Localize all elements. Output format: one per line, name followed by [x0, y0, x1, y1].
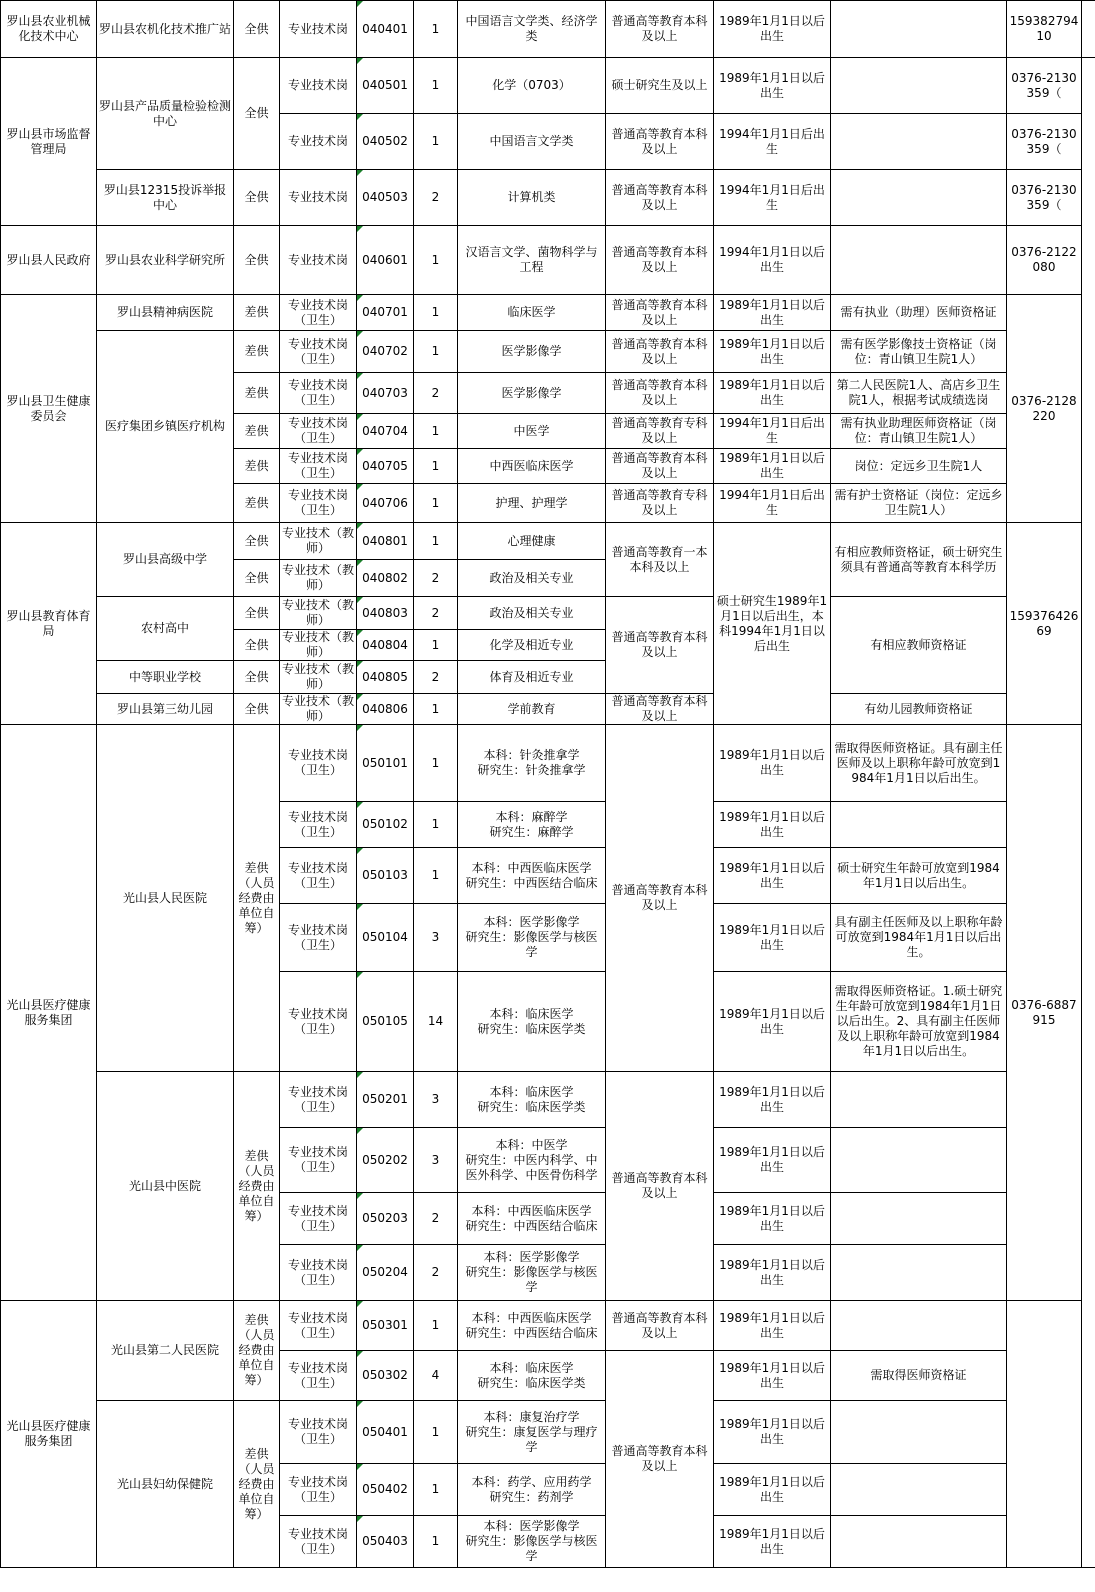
position-code-cell: 050403	[357, 1516, 414, 1568]
other-requirements-cell	[831, 1, 1007, 58]
age-cell: 1989年1月1日以后出生	[714, 802, 831, 848]
position-cell: 专业技术岗（卫生）	[280, 1072, 357, 1128]
employer-cell: 罗山县卫生健康委员会	[1, 295, 97, 523]
major-cell: 临床医学	[458, 295, 606, 331]
education-cell: 普通高等教育专科及以上	[606, 484, 714, 523]
table-row	[1, 1301, 1095, 1351]
other-requirements-cell: 有相应教师资格证	[831, 597, 1007, 694]
other-requirements-cell: 有相应教师资格证，硕士研究生须具有普通高等教育本科学历	[831, 523, 1007, 597]
age-cell: 1989年1月1日以后出生	[714, 1245, 831, 1301]
unit-cell: 中等职业学校	[97, 661, 234, 694]
major-cell: 本科：药学、应用药学 研究生：药剂学	[458, 1464, 606, 1516]
contact-phone-cell: 0376-6887915	[1007, 725, 1082, 1301]
position-code-cell: 040704	[357, 414, 414, 449]
headcount-cell: 1	[414, 1516, 458, 1568]
headcount-cell: 1	[414, 226, 458, 295]
age-cell: 1989年1月1日以后出生	[714, 58, 831, 114]
age-cell: 1989年1月1日以后出生	[714, 1401, 831, 1464]
other-requirements-cell: 需有护士资格证（岗位：定远乡卫生院1人）	[831, 484, 1007, 523]
unit-cell: 农村高中	[97, 597, 234, 661]
age-cell: 1994年1月1日后出生	[714, 484, 831, 523]
funding-cell: 差供	[234, 331, 280, 373]
table-row	[1, 58, 1095, 114]
other-requirements-cell	[831, 1193, 1007, 1245]
position-cell: 专业技术岗	[280, 58, 357, 114]
position-code-cell: 050101	[357, 725, 414, 802]
unit-cell: 罗山县高级中学	[97, 523, 234, 597]
position-code-cell: 050401	[357, 1401, 414, 1464]
age-cell: 1989年1月1日以后出生	[714, 972, 831, 1072]
major-cell: 本科：中西医临床医学 研究生：中西医结合临床	[458, 848, 606, 904]
position-code-cell: 040706	[357, 484, 414, 523]
position-cell: 专业技术（教师）	[280, 523, 357, 560]
headcount-cell: 1	[414, 1401, 458, 1464]
headcount-cell: 1	[414, 414, 458, 449]
age-cell: 1989年1月1日以后出生	[714, 904, 831, 972]
age-cell: 1989年1月1日以后出生	[714, 1301, 831, 1351]
funding-cell: 全供	[234, 226, 280, 295]
position-code-cell: 040805	[357, 661, 414, 694]
position-code-cell: 050402	[357, 1464, 414, 1516]
table-row	[1, 170, 1095, 226]
major-cell: 政治及相关专业	[458, 597, 606, 630]
age-cell: 1989年1月1日以后出生	[714, 1464, 831, 1516]
other-requirements-cell: 需取得医师资格证	[831, 1351, 1007, 1401]
major-cell: 医学影像学	[458, 373, 606, 414]
age-cell: 1989年1月1日以后出生	[714, 1072, 831, 1128]
employer-cell: 罗山县农业机械化技术中心	[1, 1, 97, 58]
table-row	[1, 295, 1095, 331]
position-cell: 专业技术岗（卫生）	[280, 848, 357, 904]
education-cell: 普通高等教育本科及以上	[606, 725, 714, 1072]
major-cell: 本科：中西医临床医学 研究生：中西医结合临床	[458, 1301, 606, 1351]
position-cell: 专业技术岗（卫生）	[280, 373, 357, 414]
other-requirements-cell	[831, 1301, 1007, 1351]
headcount-cell: 1	[414, 58, 458, 114]
headcount-cell: 3	[414, 1128, 458, 1193]
age-cell: 1989年1月1日以后出生	[714, 1, 831, 58]
headcount-cell: 1	[414, 802, 458, 848]
other-requirements-cell	[831, 1464, 1007, 1516]
other-requirements-cell	[831, 802, 1007, 848]
position-code-cell: 040801	[357, 523, 414, 560]
major-cell: 本科：临床医学 研究生：临床医学类	[458, 1351, 606, 1401]
other-requirements-cell: 第二人民医院1人、高店乡卫生院1人，根据考试成绩选岗	[831, 373, 1007, 414]
age-cell: 1994年1月1日后出生	[714, 414, 831, 449]
major-cell: 本科：临床医学 研究生：临床医学类	[458, 1072, 606, 1128]
unit-cell: 医疗集团乡镇医疗机构	[97, 331, 234, 523]
age-cell: 1989年1月1日以后出生	[714, 373, 831, 414]
employer-cell: 罗山县市场监督管理局	[1, 58, 97, 226]
position-cell: 专业技术岗（卫生）	[280, 1464, 357, 1516]
major-cell: 本科：康复治疗学 研究生：康复医学与理疗学	[458, 1401, 606, 1464]
position-code-cell: 050102	[357, 802, 414, 848]
table-row	[1, 523, 1095, 560]
other-requirements-cell: 硕士研究生年龄可放宽到1984年1月1日以后出生。	[831, 848, 1007, 904]
major-cell: 本科：医学影像学 研究生：影像医学与核医学	[458, 904, 606, 972]
education-cell: 普通高等教育本科及以上	[606, 114, 714, 170]
major-cell: 本科：临床医学 研究生：临床医学类	[458, 972, 606, 1072]
funding-cell: 全供	[234, 694, 280, 725]
age-cell: 1989年1月1日以后出生	[714, 1193, 831, 1245]
funding-cell: 差供	[234, 414, 280, 449]
unit-cell: 罗山县精神病医院	[97, 295, 234, 331]
other-requirements-cell	[831, 1516, 1007, 1568]
age-cell: 1989年1月1日以后出生	[714, 331, 831, 373]
position-cell: 专业技术岗（卫生）	[280, 1193, 357, 1245]
major-cell: 中医学	[458, 414, 606, 449]
age-cell: 硕士研究生1989年1月1日以后出生，本科1994年1月1日以后出生	[714, 523, 831, 725]
position-code-cell: 040803	[357, 597, 414, 630]
education-cell: 普通高等教育本科及以上	[606, 1301, 714, 1351]
major-cell: 本科：医学影像学 研究生：影像医学与核医学	[458, 1245, 606, 1301]
position-cell: 专业技术（教师）	[280, 661, 357, 694]
funding-cell: 差供（人员经费由单位自筹）	[234, 1301, 280, 1401]
table-row	[1, 597, 1095, 630]
table-row	[1, 694, 1095, 725]
headcount-cell: 1	[414, 1464, 458, 1516]
funding-cell: 全供	[234, 170, 280, 226]
position-cell: 专业技术岗（卫生）	[280, 331, 357, 373]
funding-cell: 差供（人员经费由单位自筹）	[234, 1401, 280, 1568]
table-row	[1, 1072, 1095, 1128]
position-cell: 专业技术（教师）	[280, 694, 357, 725]
major-cell: 政治及相关专业	[458, 560, 606, 597]
other-requirements-cell	[831, 1072, 1007, 1128]
other-requirements-cell: 岗位：定远乡卫生院1人	[831, 449, 1007, 484]
funding-cell: 全供	[234, 661, 280, 694]
position-code-cell: 040503	[357, 170, 414, 226]
headcount-cell: 1	[414, 484, 458, 523]
major-cell: 本科：中医学 研究生：中医内科学、中医外科学、中医骨伤科学	[458, 1128, 606, 1193]
position-cell: 专业技术岗（卫生）	[280, 904, 357, 972]
position-cell: 专业技术岗（卫生）	[280, 449, 357, 484]
contact-phone-cell: 0376-2128220	[1007, 295, 1082, 523]
other-requirements-cell: 具有副主任医师及以上职称年龄可放宽到1984年1月1日以后出生。	[831, 904, 1007, 972]
major-cell: 中国语言文学类	[458, 114, 606, 170]
contact-phone-cell: 0376-2130359（	[1007, 58, 1082, 114]
position-code-cell: 040703	[357, 373, 414, 414]
position-code-cell: 040401	[357, 1, 414, 58]
position-code-cell: 040705	[357, 449, 414, 484]
unit-cell: 光山县中医院	[97, 1072, 234, 1301]
position-cell: 专业技术岗（卫生）	[280, 1128, 357, 1193]
headcount-cell: 1	[414, 114, 458, 170]
position-cell: 专业技术岗（卫生）	[280, 1245, 357, 1301]
position-cell: 专业技术（教师）	[280, 560, 357, 597]
funding-cell: 差供	[234, 484, 280, 523]
unit-cell: 罗山县第三幼儿园	[97, 694, 234, 725]
education-cell: 普通高等教育本科及以上	[606, 449, 714, 484]
position-cell: 专业技术岗（卫生）	[280, 1301, 357, 1351]
position-cell: 专业技术岗	[280, 114, 357, 170]
major-cell: 本科：麻醉学 研究生：麻醉学	[458, 802, 606, 848]
funding-cell: 全供	[234, 597, 280, 630]
headcount-cell: 4	[414, 1351, 458, 1401]
age-cell: 1989年1月1日以后出生	[714, 1128, 831, 1193]
major-cell: 计算机类	[458, 170, 606, 226]
headcount-cell: 1	[414, 449, 458, 484]
unit-cell: 罗山县农机化技术推广站	[97, 1, 234, 58]
edge-cell	[1082, 1, 1095, 58]
unit-cell: 罗山县12315投诉举报中心	[97, 170, 234, 226]
edge-cell	[1082, 58, 1095, 1568]
education-cell: 普通高等教育本科及以上	[606, 1, 714, 58]
position-code-cell: 050301	[357, 1301, 414, 1351]
major-cell: 护理、护理学	[458, 484, 606, 523]
position-cell: 专业技术岗（卫生）	[280, 1516, 357, 1568]
major-cell: 中西医临床医学	[458, 449, 606, 484]
age-cell: 1994年1月1日后出生	[714, 114, 831, 170]
major-cell: 本科：中西医临床医学 研究生：中西医结合临床	[458, 1193, 606, 1245]
headcount-cell: 14	[414, 972, 458, 1072]
position-code-cell: 050104	[357, 904, 414, 972]
headcount-cell: 2	[414, 1193, 458, 1245]
age-cell: 1994年1月1日后出生	[714, 170, 831, 226]
position-code-cell: 040501	[357, 58, 414, 114]
funding-cell: 全供	[234, 630, 280, 661]
unit-cell: 光山县人民医院	[97, 725, 234, 1072]
other-requirements-cell: 需有执业（助理）医师资格证	[831, 295, 1007, 331]
education-cell: 普通高等教育本科及以上	[606, 694, 714, 725]
major-cell: 体育及相近专业	[458, 661, 606, 694]
major-cell: 本科：针灸推拿学 研究生：针灸推拿学	[458, 725, 606, 802]
education-cell: 普通高等教育本科及以上	[606, 331, 714, 373]
position-cell: 专业技术岗（卫生）	[280, 972, 357, 1072]
funding-cell: 全供	[234, 560, 280, 597]
other-requirements-cell	[831, 114, 1007, 170]
other-requirements-cell	[831, 58, 1007, 114]
major-cell: 化学及相近专业	[458, 630, 606, 661]
unit-cell: 罗山县产品质量检验检测中心	[97, 58, 234, 170]
position-code-cell: 040804	[357, 630, 414, 661]
age-cell: 1989年1月1日以后出生	[714, 848, 831, 904]
education-cell: 普通高等教育本科及以上	[606, 1351, 714, 1568]
age-cell: 1989年1月1日以后出生	[714, 449, 831, 484]
major-cell: 学前教育	[458, 694, 606, 725]
major-cell: 本科：医学影像学 研究生：影像医学与核医学	[458, 1516, 606, 1568]
other-requirements-cell	[831, 170, 1007, 226]
position-cell: 专业技术（教师）	[280, 597, 357, 630]
headcount-cell: 2	[414, 597, 458, 630]
other-requirements-cell: 需取得医师资格证。1.硕士研究生年龄可放宽到1984年1月1日以后出生。2、具有副主任医师及以上职称年龄可放宽到1984年1月1日以后出生。	[831, 972, 1007, 1072]
other-requirements-cell	[831, 226, 1007, 295]
other-requirements-cell: 需有执业助理医师资格证（岗位：青山镇卫生院1人）	[831, 414, 1007, 449]
position-code-cell: 040702	[357, 331, 414, 373]
major-cell: 化学（0703）	[458, 58, 606, 114]
funding-cell: 全供	[234, 58, 280, 170]
age-cell: 1994年1月1日以后出生	[714, 226, 831, 295]
funding-cell: 差供（人员经费由单位自筹）	[234, 725, 280, 1072]
major-cell: 汉语言文学、菌物科学与工程	[458, 226, 606, 295]
other-requirements-cell: 有幼儿园教师资格证	[831, 694, 1007, 725]
table-row	[1, 725, 1095, 802]
other-requirements-cell: 需取得医师资格证。具有副主任医师及以上职称年龄可放宽到1984年1月1日以后出生。	[831, 725, 1007, 802]
position-code-cell: 050103	[357, 848, 414, 904]
age-cell: 1989年1月1日以后出生	[714, 1351, 831, 1401]
education-cell: 普通高等教育本科及以上	[606, 1072, 714, 1301]
position-cell: 专业技术岗（卫生）	[280, 484, 357, 523]
headcount-cell: 1	[414, 725, 458, 802]
major-cell: 心理健康	[458, 523, 606, 560]
funding-cell: 全供	[234, 1, 280, 58]
position-cell: 专业技术岗	[280, 226, 357, 295]
headcount-cell: 1	[414, 630, 458, 661]
position-code-cell: 050203	[357, 1193, 414, 1245]
contact-phone-cell: 15937642669	[1007, 523, 1082, 725]
headcount-cell: 1	[414, 1, 458, 58]
position-code-cell: 050302	[357, 1351, 414, 1401]
other-requirements-cell: 需有医学影像技士资格证（岗位：青山镇卫生院1人）	[831, 331, 1007, 373]
position-code-cell: 040802	[357, 560, 414, 597]
unit-cell: 光山县妇幼保健院	[97, 1401, 234, 1568]
headcount-cell: 1	[414, 523, 458, 560]
position-code-cell: 050202	[357, 1128, 414, 1193]
headcount-cell: 1	[414, 848, 458, 904]
contact-phone-cell: 0376-2122080	[1007, 226, 1082, 295]
unit-cell: 光山县第二人民医院	[97, 1301, 234, 1401]
position-code-cell: 050204	[357, 1245, 414, 1301]
headcount-cell: 1	[414, 295, 458, 331]
position-code-cell: 050201	[357, 1072, 414, 1128]
education-cell: 普通高等教育本科及以上	[606, 373, 714, 414]
age-cell: 1989年1月1日以后出生	[714, 295, 831, 331]
table-row	[1, 1, 1095, 58]
headcount-cell: 2	[414, 661, 458, 694]
age-cell: 1989年1月1日以后出生	[714, 725, 831, 802]
education-cell: 硕士研究生及以上	[606, 58, 714, 114]
position-code-cell: 040502	[357, 114, 414, 170]
headcount-cell: 2	[414, 170, 458, 226]
employer-cell: 罗山县教育体育局	[1, 523, 97, 725]
education-cell: 普通高等教育本科及以上	[606, 226, 714, 295]
education-cell: 普通高等教育本科及以上	[606, 170, 714, 226]
headcount-cell: 2	[414, 373, 458, 414]
other-requirements-cell	[831, 1401, 1007, 1464]
table-row	[1, 331, 1095, 373]
headcount-cell: 1	[414, 1301, 458, 1351]
major-cell: 中国语言文学类、经济学类	[458, 1, 606, 58]
education-cell: 普通高等教育专科及以上	[606, 414, 714, 449]
position-cell: 专业技术岗	[280, 1, 357, 58]
position-cell: 专业技术岗（卫生）	[280, 414, 357, 449]
position-code-cell: 040701	[357, 295, 414, 331]
education-cell: 普通高等教育本科及以上	[606, 295, 714, 331]
position-cell: 专业技术岗（卫生）	[280, 725, 357, 802]
contact-phone-cell: 0376-2130359（	[1007, 170, 1082, 226]
other-requirements-cell	[831, 1128, 1007, 1193]
headcount-cell: 2	[414, 560, 458, 597]
contact-phone-cell: 15938279410	[1007, 1, 1082, 58]
education-cell: 普通高等教育一本本科及以上	[606, 523, 714, 597]
funding-cell: 差供	[234, 373, 280, 414]
table-row	[1, 1401, 1095, 1464]
contact-phone-cell	[1007, 1301, 1082, 1568]
position-code-cell: 040806	[357, 694, 414, 725]
education-cell: 普通高等教育本科及以上	[606, 597, 714, 694]
employer-cell: 罗山县人民政府	[1, 226, 97, 295]
headcount-cell: 3	[414, 904, 458, 972]
contact-phone-cell: 0376-2130359（	[1007, 114, 1082, 170]
other-requirements-cell	[831, 1245, 1007, 1301]
funding-cell: 差供	[234, 449, 280, 484]
position-cell: 专业技术岗（卫生）	[280, 1401, 357, 1464]
headcount-cell: 3	[414, 1072, 458, 1128]
employer-cell: 光山县医疗健康服务集团	[1, 725, 97, 1301]
funding-cell: 全供	[234, 523, 280, 560]
age-cell: 1989年1月1日以后出生	[714, 1516, 831, 1568]
headcount-cell: 2	[414, 1245, 458, 1301]
position-code-cell: 040601	[357, 226, 414, 295]
position-cell: 专业技术岗（卫生）	[280, 1351, 357, 1401]
unit-cell: 罗山县农业科学研究所	[97, 226, 234, 295]
position-cell: 专业技术岗（卫生）	[280, 802, 357, 848]
employer-cell: 光山县医疗健康服务集团	[1, 1301, 97, 1568]
funding-cell: 差供（人员经费由单位自筹）	[234, 1072, 280, 1301]
position-cell: 专业技术（教师）	[280, 630, 357, 661]
headcount-cell: 1	[414, 694, 458, 725]
funding-cell: 差供	[234, 295, 280, 331]
major-cell: 医学影像学	[458, 331, 606, 373]
table-row	[1, 226, 1095, 295]
position-cell: 专业技术岗	[280, 170, 357, 226]
headcount-cell: 1	[414, 331, 458, 373]
position-cell: 专业技术岗（卫生）	[280, 295, 357, 331]
position-code-cell: 050105	[357, 972, 414, 1072]
